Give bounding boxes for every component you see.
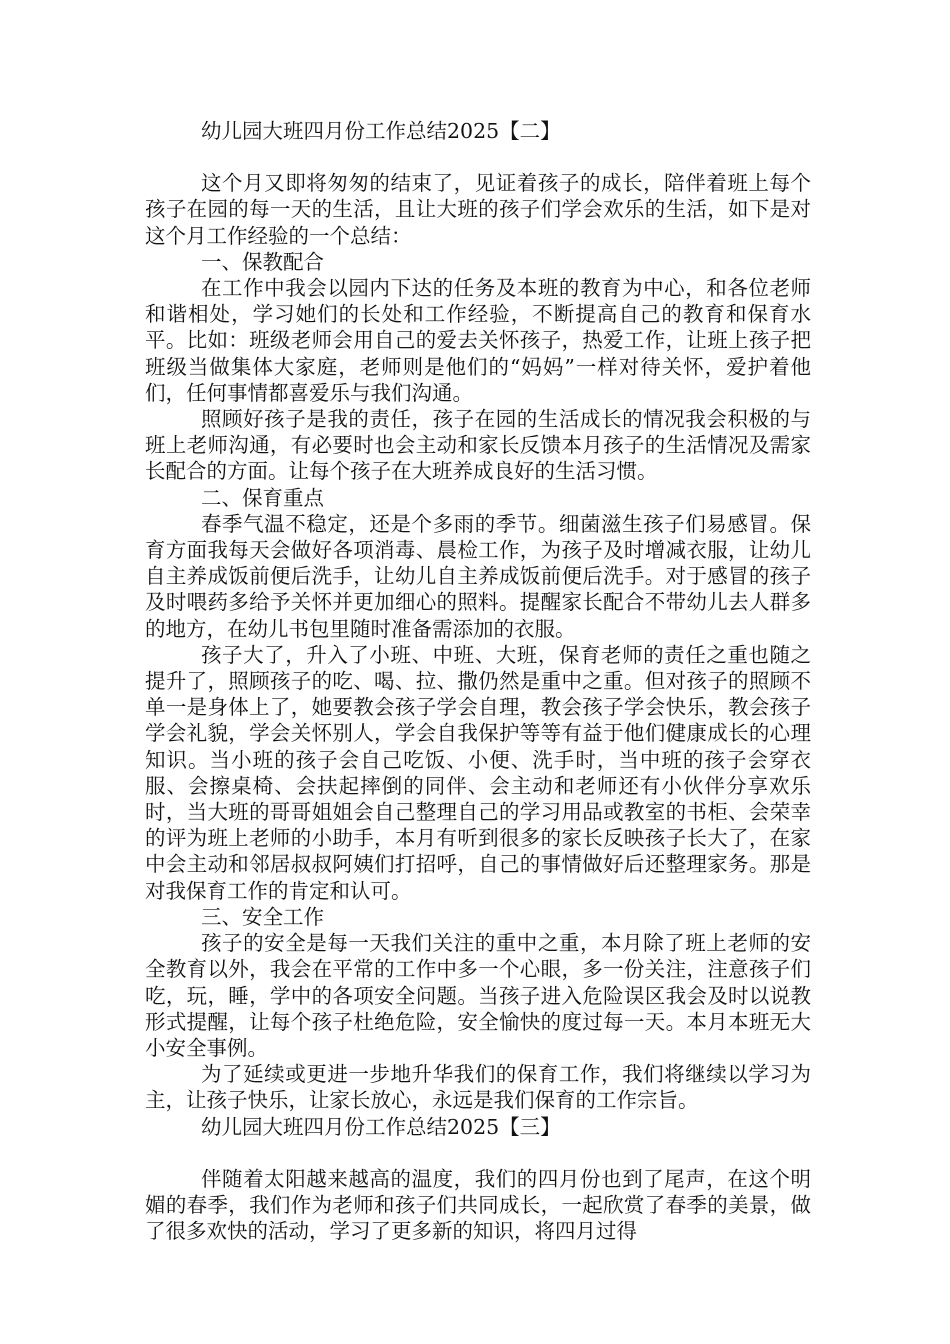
blank-line — [145, 1140, 811, 1166]
paragraph-1: 在工作中我会以园内下达的任务及本班的教育为中心，和各位老师和谐相处，学习她们的长处和工作经验，不断提高自己的教育和保育水平。比如：班级老师会用自己的爱去关怀孩子，热爱工作，让班上孩子把班级当做集体大家庭，老师则是他们的“妈妈”一样对待关怀，爱护着他们，任何事情都喜爱乐与我们沟通。 — [145, 276, 811, 405]
paragraph-7: 伴随着太阳越来越高的温度，我们的四月份也到了尾声，在这个明媚的春季，我们作为老师和孩子们共同成长，一起欣赏了春季的美景，做了很多欢快的活动，学习了更多新的知识，将四月过得 — [145, 1166, 811, 1244]
paragraph-5: 孩子的安全是每一天我们关注的重中之重，本月除了班上老师的安全教育以外，我会在平常的工作中多一个心眼，多一份关注，注意孩子们吃，玩，睡，学中的各项安全问题。当孩子进入危险误区我会及时以说教形式提醒，让每个孩子杜绝危险，安全愉快的度过每一天。本月本班无大小安全事例。 — [145, 931, 811, 1060]
intro-paragraph: 这个月又即将匆匆的结束了，见证着孩子的成长，陪伴着班上每个孩子在园的每一天的生活，且让大班的孩子们学会欢乐的生活，如下是对这个月工作经验的一个总结： — [145, 171, 811, 248]
subheading-3: 三、安全工作 — [201, 904, 324, 929]
section-title-2: 幼儿园大班四月份工作总结2025【二】 — [201, 119, 561, 143]
subheading-2: 二、保育重点 — [201, 485, 324, 510]
blank-line — [145, 144, 811, 170]
section-title-3: 幼儿园大班四月份工作总结2025【三】 — [201, 1114, 561, 1139]
paragraph-4: 孩子大了，升入了小班、中班、大班，保育老师的责任之重也随之提升了，照顾孩子的吃、喝、拉、撒仍然是重中之重。但对孩子的照顾不单一是身体上了，她要教会孩子学会自理，教会孩子学会快乐，教会孩子学会礼貌，学会关怀别人，学会自我保护等等有益于他们健康成长的心理知识。当小班的孩子会自己吃饭、小便、洗手时，当中班的孩子会穿衣服、会擦桌椅、会扶起摔倒的同伴、会主动和老师还有小伙伴分享欢乐时，当大班的哥哥姐姐会自己整理自己的学习用品或教室的书柜、会荣幸的评为班上老师的小助手，本月有听到很多的家长反映孩子长大了，在家中会主动和邻居叔叔阿姨们打招呼，自己的事情做好后还整理家务。那是对我保育工作的肯定和认可。 — [145, 642, 811, 903]
paragraph-3: 春季气温不稳定，还是个多雨的季节。细菌滋生孩子们易感冒。保育方面我每天会做好各项消毒、晨检工作，为孩子及时增减衣服，让幼儿自主养成饭前便后洗手，让幼儿自主养成饭前便后洗手。对于感冒的孩子及时喂药多给予关怀并更加细心的照料。提醒家长配合不带幼儿去人群多的地方，在幼儿书包里随时准备需添加的衣服。 — [145, 511, 811, 641]
subheading-1: 一、保教配合 — [201, 249, 324, 274]
paragraph-2: 照顾好孩子是我的责任，孩子在园的生活成长的情况我会积极的与班上老师沟通，有必要时也会主动和家长反馈本月孩子的生活情况及需家长配合的方面。让每个孩子在大班养成良好的生活习惯。 — [145, 407, 811, 484]
document-body — [145, 118, 811, 1244]
paragraph-6: 为了延续或更进一步地升华我们的保育工作，我们将继续以学习为主，让孩子快乐，让家长放心，永远是我们保育的工作宗旨。 — [145, 1062, 811, 1113]
